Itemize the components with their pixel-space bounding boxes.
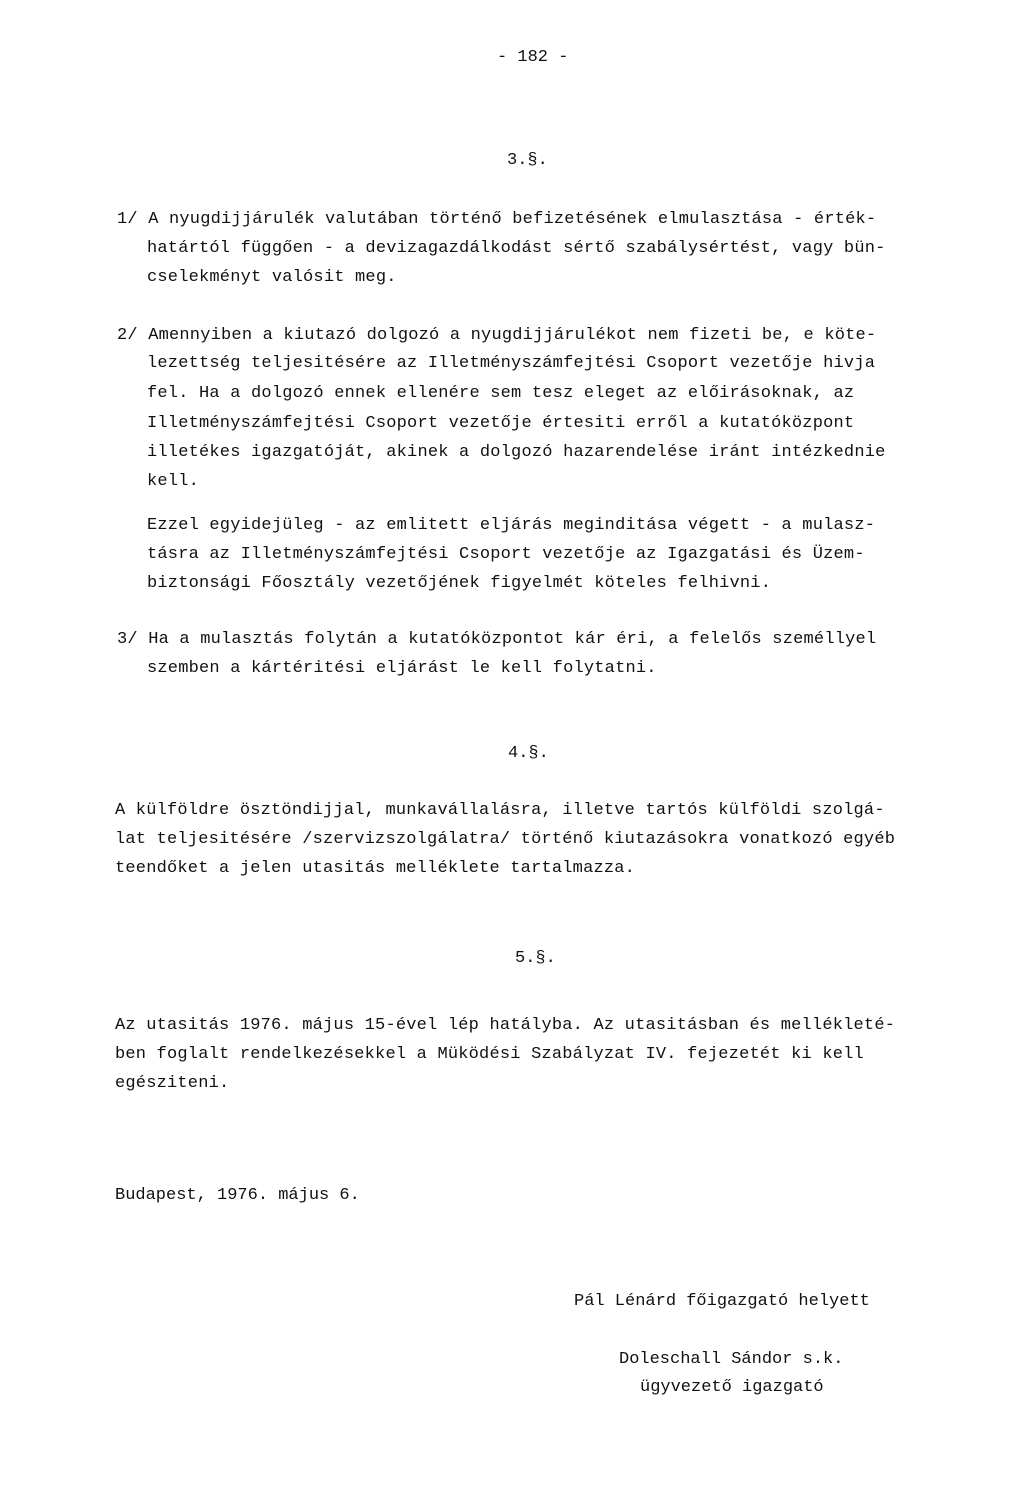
- paragraph-line: ben foglalt rendelkezésekkel a Müködési Szabályzat IV. fejezetét ki kell: [115, 1045, 864, 1064]
- signature-name: Doleschall Sándor s.k.: [619, 1350, 844, 1369]
- paragraph-line: fel. Ha a dolgozó ennek ellenére sem tesz eleget az előirásoknak, az: [147, 384, 855, 403]
- paragraph-line: illetékes igazgatóját, akinek a dolgozó hazarendelése iránt intézkednie: [147, 443, 886, 462]
- paragraph-line: lat teljesitésére /szervizszolgálatra/ történő kiutazásokra vonatkozó egyéb: [115, 830, 896, 849]
- paragraph-line: Ezzel egyidejüleg - az emlitett eljárás meginditása végett - a mulasz-: [147, 516, 876, 535]
- paragraph-line: cselekményt valósit meg.: [147, 268, 397, 287]
- paragraph-line: 2/ Amennyiben a kiutazó dolgozó a nyugdijjárulékot nem fizeti be, e köte-: [117, 326, 877, 345]
- paragraph-line: szemben a kártéritési eljárást le kell folytatni.: [147, 659, 657, 678]
- paragraph-line: egésziteni.: [115, 1074, 230, 1093]
- paragraph-line: A külföldre ösztöndijjal, munkavállalásra, illetve tartós külföldi szolgá-: [115, 801, 885, 820]
- paragraph-line: kell.: [147, 472, 200, 491]
- section-3-heading: 3.§.: [507, 151, 548, 170]
- section-4-heading: 4.§.: [508, 744, 549, 763]
- paragraph-line: 3/ Ha a mulasztás folytán a kutatóközpontot kár éri, a felelős személlyel: [117, 630, 877, 649]
- signature-title: ügyvezető igazgató: [640, 1378, 824, 1397]
- paragraph-line: lezettség teljesitésére az Illetményszámfejtési Csoport vezetője hivja: [147, 354, 876, 373]
- paragraph-line: biztonsági Főosztály vezetőjének figyelmét köteles felhivni.: [147, 574, 772, 593]
- section-5-heading: 5.§.: [515, 949, 556, 968]
- page-number: - 182 -: [497, 48, 569, 67]
- paragraph-line: tásra az Illetményszámfejtési Csoport vezetője az Igazgatási és Üzem-: [147, 545, 865, 564]
- signature-on-behalf: Pál Lénárd főigazgató helyett: [574, 1292, 870, 1311]
- place-date: Budapest, 1976. május 6.: [115, 1186, 360, 1205]
- paragraph-line: Az utasitás 1976. május 15-ével lép hatályba. Az utasitásban és mellékleté-: [115, 1016, 896, 1035]
- paragraph-line: Illetményszámfejtési Csoport vezetője értesiti erről a kutatóközpont: [147, 414, 855, 433]
- paragraph-line: 1/ A nyugdijjárulék valutában történő befizetésének elmulasztása - érték-: [117, 210, 877, 229]
- paragraph-line: teendőket a jelen utasitás melléklete tartalmazza.: [115, 859, 636, 878]
- paragraph-line: határtól függően - a devizagazdálkodást sértő szabálysértést, vagy bün-: [147, 239, 886, 258]
